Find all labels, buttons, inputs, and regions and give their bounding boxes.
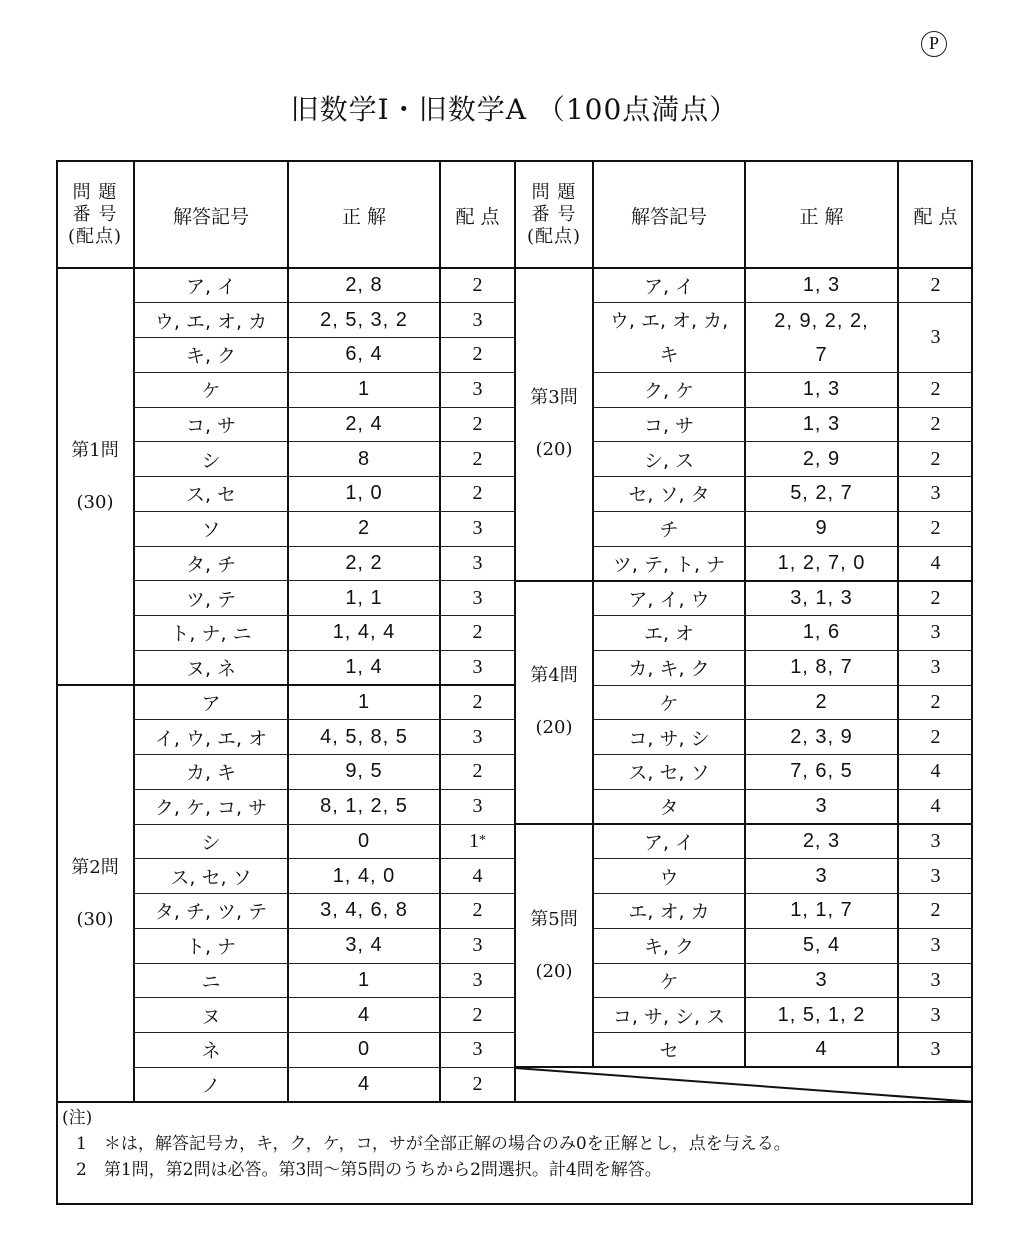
answer-symbol-cell: セ, ソ, タ [628, 484, 710, 507]
points-cell: 2 [472, 1073, 483, 1096]
header-question-number [515, 162, 593, 268]
points-cell: 3 [930, 934, 941, 957]
answer-symbol-cell: ア [201, 692, 221, 715]
points-cell: 3 [472, 725, 483, 748]
points-cell: 3 [930, 656, 941, 679]
answer-symbol-cell: ノ [201, 1075, 221, 1098]
correct-answer-cell: 0 [357, 829, 371, 852]
question-score: (20) [535, 439, 573, 461]
points-cell: 2 [930, 273, 941, 296]
page-title: 旧数学Ⅰ・旧数学A （100点満点） [290, 93, 739, 126]
answer-symbol-cell: ク, ケ, コ, サ [154, 797, 268, 820]
correct-answer-cell: 4 [357, 1073, 371, 1096]
points-cell: 3 [930, 968, 941, 991]
correct-answer-cell: 2 [357, 517, 371, 540]
answer-symbol-cell: ネ [201, 1040, 221, 1063]
correct-answer-cell: 2, 2 [345, 551, 383, 574]
points-cell: 4 [930, 795, 941, 818]
answer-table [56, 160, 973, 1103]
correct-answer-cell: 1 [357, 968, 371, 991]
question-name: 第3問 [530, 387, 578, 409]
points-cell: 3 [472, 934, 483, 957]
question-name: 第5問 [530, 908, 578, 930]
correct-answer-cell: 1, 6 [802, 621, 841, 644]
points-cell: 2 [930, 586, 941, 609]
answer-symbol-cell: エ, オ, カ [628, 901, 710, 924]
answer-symbol-cell: コ, サ, シ, ス [612, 1005, 726, 1028]
answer-symbol-cell: ウ [659, 866, 679, 889]
points-cell: 2 [472, 760, 483, 783]
correct-answer-cell: 1, 3 [802, 412, 841, 435]
question-label-cell [56, 685, 134, 1102]
points-cell: 2 [472, 690, 483, 713]
points-cell: 3 [472, 656, 483, 679]
correct-answer-cell: 1, 3 [802, 378, 841, 401]
correct-answer-cell: 1, 4, 0 [332, 864, 396, 887]
correct-answer-cell: 3 [815, 968, 828, 991]
points-cell: 2 [930, 447, 941, 470]
p-mark-icon: P [921, 31, 947, 57]
header-points: 配 点 [455, 205, 500, 228]
correct-answer-cell: 4 [357, 1003, 371, 1026]
points-cell: 2 [472, 447, 483, 470]
header-correct-answer: 正 解 [341, 205, 387, 228]
points-cell: 3 [930, 864, 941, 887]
answer-symbol-cell: ス, セ, ソ [628, 762, 710, 785]
correct-answer-cell: 2, 9 [802, 447, 841, 470]
correct-answer-cell: 3, 4, 6, 8 [320, 899, 408, 922]
correct-answer-cell: 2, 4 [345, 412, 383, 435]
answer-symbol-cell: タ [659, 797, 679, 820]
correct-answer-cell: 8 [357, 447, 371, 470]
question-name: 第4問 [530, 665, 578, 687]
header-label: 番 号 [531, 204, 577, 225]
points-cell: 2 [930, 725, 941, 748]
points-cell [440, 824, 515, 859]
correct-answer-text: 2, 9, 2, 2, [774, 309, 869, 332]
points-cell: 2 [472, 273, 483, 296]
points-cell: 3 [472, 517, 483, 540]
answer-symbol-cell: ケ [201, 380, 221, 403]
answer-symbol-cell: ソ [201, 519, 221, 542]
header-label: (配点) [67, 226, 123, 247]
correct-answer-cell: 4 [815, 1038, 828, 1061]
answer-symbol-cell: ア, イ, ウ [628, 588, 710, 611]
correct-answer-cell: 2 [815, 690, 828, 713]
answer-symbol-cell: チ [659, 519, 679, 542]
header-label: (配点) [526, 226, 582, 247]
answer-symbol-cell: キ, ク [643, 936, 695, 959]
points-cell: 2 [472, 621, 483, 644]
question-label-cell [515, 581, 593, 824]
note-item: 2 第1問，第2問は必答。第3問～第5問のうちから2問選択。計4問を解答。 [76, 1160, 662, 1180]
answer-symbol-cell: カ, キ, ク [628, 658, 710, 681]
notes-box [56, 1101, 973, 1205]
points-cell: 2 [472, 1003, 483, 1026]
answer-symbol-cell: シ [201, 831, 221, 854]
header-correct-answer: 正 解 [799, 205, 844, 228]
correct-answer-cell: 2, 8 [345, 273, 383, 296]
points-cell: 4 [472, 864, 483, 887]
correct-answer-cell: 1, 1, 7 [790, 899, 853, 922]
answer-symbol-cell: ツ, テ, ト, ナ [612, 553, 726, 576]
answer-symbol-cell: イ, ウ, エ, オ [154, 727, 268, 750]
points-cell: 3 [472, 551, 483, 574]
answer-symbol-cell: カ, キ [185, 762, 237, 785]
answer-symbol-cell: ア, イ [643, 831, 695, 854]
header-label: 番 号 [72, 204, 118, 225]
header-label: 問 題 [72, 182, 118, 203]
correct-answer-cell: 1, 5, 1, 2 [777, 1003, 866, 1026]
correct-answer-cell: 9, 5 [345, 760, 383, 783]
points-cell: 3 [930, 829, 941, 852]
points-cell: 2 [930, 690, 941, 713]
answer-symbol-cell: ケ [659, 692, 679, 715]
question-label-cell [515, 824, 593, 1067]
answer-symbol-cell [593, 303, 745, 373]
answer-symbol-cell: ニ [201, 970, 221, 993]
correct-answer-cell: 3, 1, 3 [790, 586, 853, 609]
header-answer-symbol: 解答記号 [630, 205, 707, 228]
correct-answer-cell: 1, 2, 7, 0 [777, 551, 866, 574]
answer-symbol-cell: ヌ, ネ [185, 658, 237, 681]
answer-symbol-cell: キ, ク [185, 345, 237, 368]
points-cell: 2 [930, 517, 941, 540]
points-cell: 2 [472, 482, 483, 505]
correct-answer-cell: 2, 3, 9 [790, 725, 853, 748]
points-cell: 2 [472, 343, 483, 366]
question-label-cell [515, 268, 593, 581]
answer-symbol-cell: ス, セ [185, 484, 237, 507]
points-cell: 2 [472, 899, 483, 922]
answer-symbol-cell: コ, サ, シ [628, 727, 710, 750]
correct-answer-cell [745, 303, 898, 373]
correct-answer-cell: 3 [815, 864, 828, 887]
asterisk-note-marker: * [479, 833, 486, 849]
correct-answer-cell: 1, 1 [345, 586, 383, 609]
points-cell: 3 [930, 326, 941, 348]
header-points: 配 点 [913, 205, 958, 228]
points-cell: 3 [930, 1003, 941, 1026]
correct-answer-cell: 5, 2, 7 [790, 482, 853, 505]
answer-symbol-cell: ス, セ, ソ [170, 866, 252, 889]
answer-symbol-cell: エ, オ [643, 623, 695, 646]
answer-symbol-text: キ [659, 343, 679, 366]
answer-symbol-cell: ツ, テ [185, 588, 237, 611]
correct-answer-cell: 3 [815, 795, 828, 818]
correct-answer-text: 7 [815, 343, 828, 366]
points-cell: 2 [472, 412, 483, 435]
answer-symbol-cell: ウ, エ, オ, カ [154, 310, 268, 333]
correct-answer-cell: 7, 6, 5 [790, 760, 853, 783]
correct-answer-cell: 6, 4 [345, 343, 383, 366]
answer-symbol-cell: ク, ケ [643, 380, 695, 403]
correct-answer-cell: 5, 4 [802, 934, 841, 957]
points-cell: 3 [930, 1038, 941, 1061]
points-cell: 3 [472, 795, 483, 818]
question-score: (20) [535, 717, 573, 739]
question-score: (30) [76, 491, 114, 513]
points-cell: 3 [472, 308, 483, 331]
answer-symbol-cell: タ, チ [185, 553, 237, 576]
header-label: 問 題 [531, 182, 577, 203]
points-cell: 3 [472, 968, 483, 991]
correct-answer-cell: 2, 5, 3, 2 [320, 308, 408, 331]
answer-symbol-cell: ア, イ [643, 275, 695, 298]
correct-answer-cell: 8, 1, 2, 5 [320, 795, 408, 818]
answer-symbol-cell: コ, サ [643, 414, 695, 437]
answer-symbol-cell: コ, サ [185, 414, 237, 437]
note-item: 1 ＊は，解答記号カ，キ，ク，ケ，コ，サが全部正解の場合のみ0を正解とし，点を与える。 [76, 1134, 791, 1154]
question-name: 第1問 [71, 439, 119, 461]
header-question-number [56, 162, 134, 268]
question-name: 第2問 [71, 856, 119, 878]
points-value: 1 [469, 829, 479, 852]
answer-symbol-cell: シ [201, 449, 221, 472]
points-cell: 4 [930, 760, 941, 783]
correct-answer-cell: 1, 4 [345, 656, 383, 679]
correct-answer-cell: 4, 5, 8, 5 [320, 725, 408, 748]
correct-answer-cell: 9 [815, 517, 828, 540]
points-cell: 4 [930, 551, 941, 574]
answer-symbol-cell: シ, ス [643, 449, 695, 472]
header-answer-symbol: 解答記号 [172, 205, 249, 228]
answer-symbol-cell: セ [659, 1040, 679, 1063]
blank-cell-background [516, 1068, 973, 1101]
answer-symbol-cell: ト, ナ [185, 936, 237, 959]
correct-answer-cell: 2, 3 [802, 829, 841, 852]
question-label-cell [56, 268, 134, 685]
question-score: (30) [76, 908, 114, 930]
answer-symbol-cell: ヌ [201, 1005, 221, 1028]
correct-answer-cell: 1, 4, 4 [332, 621, 396, 644]
correct-answer-cell: 1 [357, 690, 371, 713]
correct-answer-cell: 1, 3 [802, 273, 841, 296]
answer-symbol-cell: ア, イ [185, 275, 237, 298]
correct-answer-cell: 1, 0 [345, 482, 383, 505]
points-cell: 3 [472, 1038, 483, 1061]
points-cell: 3 [930, 482, 941, 505]
points-cell: 2 [930, 378, 941, 401]
correct-answer-cell: 1, 8, 7 [790, 656, 853, 679]
correct-answer-cell: 0 [357, 1038, 371, 1061]
points-cell: 3 [472, 586, 483, 609]
answer-symbol-cell: ト, ナ, ニ [170, 623, 252, 646]
correct-answer-cell: 3, 4 [345, 934, 383, 957]
answer-symbol-cell: タ, チ, ツ, テ [154, 901, 268, 924]
notes-heading: (注) [62, 1108, 93, 1128]
points-cell: 2 [930, 412, 941, 435]
answer-symbol-cell: ケ [659, 970, 679, 993]
points-cell: 2 [930, 899, 941, 922]
question-score: (20) [535, 960, 573, 982]
points-cell: 3 [930, 621, 941, 644]
points-cell: 3 [472, 378, 483, 401]
correct-answer-cell: 1 [357, 378, 371, 401]
answer-symbol-text: ウ, エ, オ, カ, [609, 309, 729, 332]
